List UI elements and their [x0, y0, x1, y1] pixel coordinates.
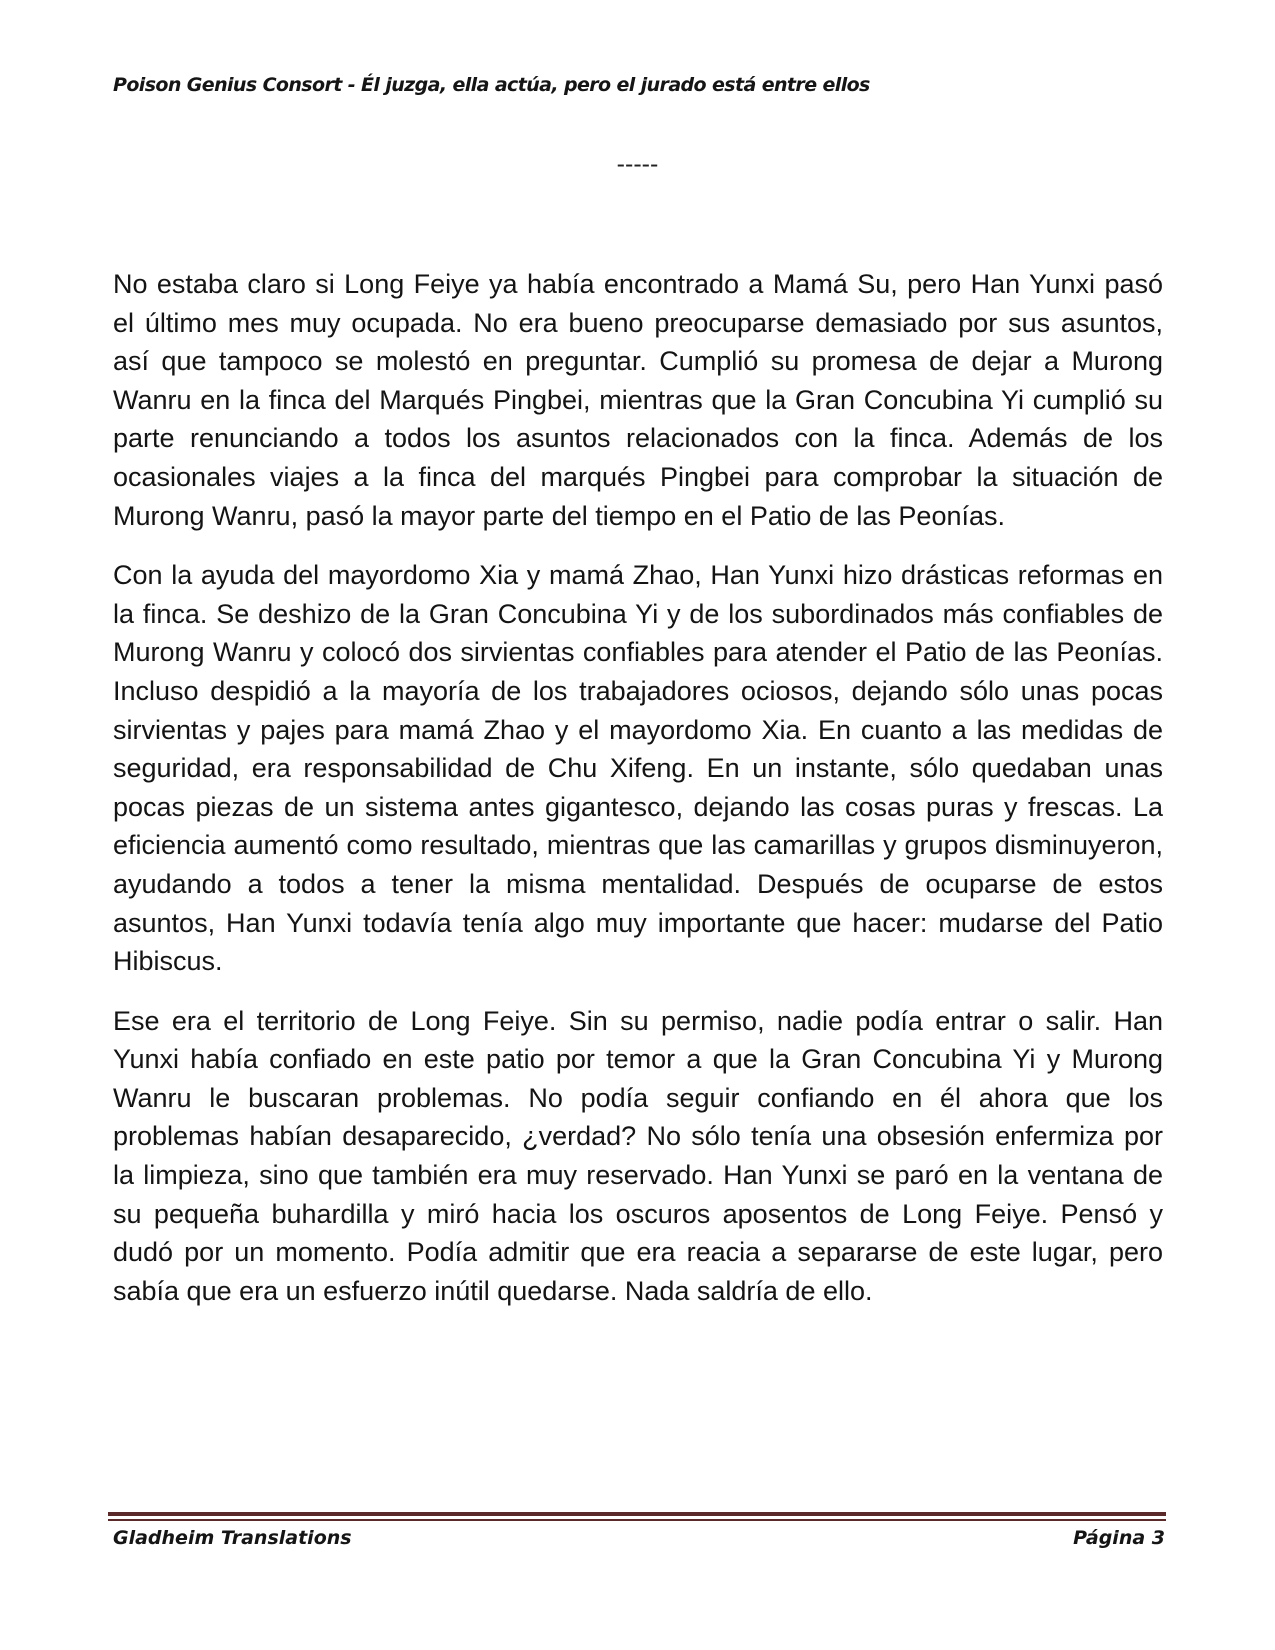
footer-rule — [108, 1512, 1166, 1522]
footer-publisher: Gladheim Translations — [113, 1527, 352, 1549]
paragraph-3: Ese era el territorio de Long Feiye. Sin su permiso, nadie podía entrar o salir. Han Yunxi había confiado en este patio por temor a que la Gran Concubina Yi y Murong Wanru le buscaran problemas. No podía seguir confiando en él ahora que los problemas habían desaparecido, ¿verdad? No sólo tenía una obsesión enfermiza por la limpieza, sino que también era muy reservado. Han Yunxi se paró en la ventana de su pequeña buhardilla y miró hacia los oscuros aposentos de Long Feiye. Pensó y dudó por un momento. Podía admitir que era reacia a separarse de este lugar, pero sabía que era un esfuerzo inútil quedarse. Nada saldría de ello. — [113, 1005, 1163, 1306]
footer-page-number: Página 3 — [1073, 1527, 1165, 1549]
footer-rule-thin — [108, 1519, 1166, 1521]
paragraph-1: No estaba claro si Long Feiye ya había encontrado a Mamá Su, pero Han Yunxi pasó el último mes muy ocupada. No era bueno preocuparse demasiado por sus asuntos, así que tampoco se molestó en preguntar. Cumplió su promesa de dejar a Murong Wanru en la finca del Marqués Pingbei, mientras que la Gran Concubina Yi cumplió su parte renunciando a todos los asuntos relacionados con la finca. Además de los ocasionales viajes a la finca del marqués Pingbei para comprobar la situación de Murong Wanru, pasó la mayor parte del tiempo en el Patio de las Peonías. — [113, 269, 1163, 531]
footer-rule-thick — [108, 1512, 1166, 1516]
page-footer — [113, 1527, 1165, 1549]
paragraph-2: Con la ayuda del mayordomo Xia y mamá Zhao, Han Yunxi hizo drásticas reformas en la finca. Se deshizo de la Gran Concubina Yi y de los subordinados más confiables de Murong Wanru y colocó dos sirvientas confiables para atender el Patio de las Peonías. Incluso despidió a la mayoría de los trabajadores ociosos, dejando sólo unas pocas sirvientas y pajes para mamá Zhao y el mayordomo Xia. En cuanto a las medidas de seguridad, era responsabilidad de Chu Xifeng. En un instante, sólo quedaban unas pocas piezas de un sistema antes gigantesco, dejando las cosas puras y frescas. La eficiencia aumentó como resultado, mientras que las camarillas y grupos disminuyeron, ayudando a todos a tener la misma mentalidad. Después de ocuparse de estos asuntos, Han Yunxi todavía tenía algo muy importante que hacer: mudarse del Patio Hibiscus. — [113, 560, 1163, 977]
page-header: Poison Genius Consort - Él juzga, ella actúa, pero el jurado está entre ellos — [113, 74, 870, 96]
body-text — [113, 265, 1163, 1331]
section-separator: ----- — [616, 150, 659, 178]
